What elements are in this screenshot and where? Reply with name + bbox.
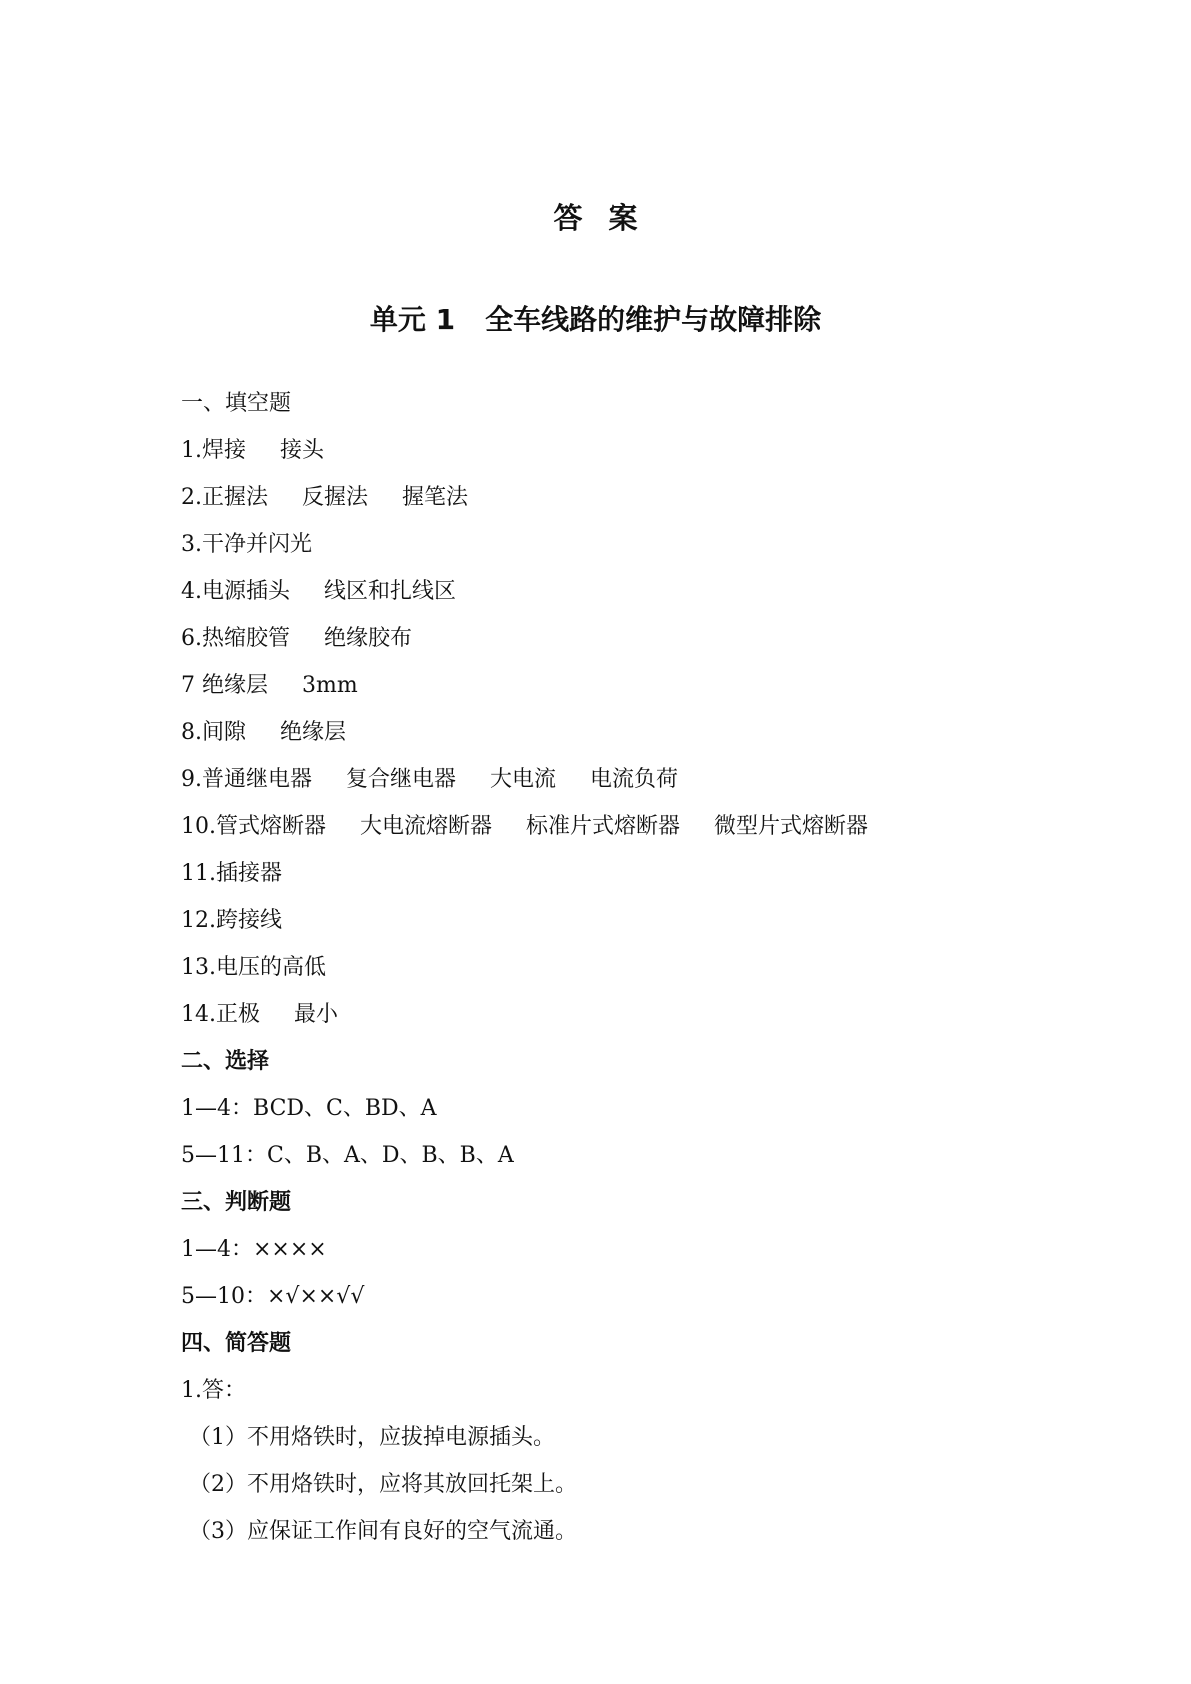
fill-in-answer-14: [181, 991, 1121, 1038]
fill-in-answer-9: [181, 756, 1121, 803]
answer-item: 3.干净并闪光: [181, 532, 312, 557]
answer-item: 复合继电器: [346, 767, 457, 792]
short-answer-point: （1）不用烙铁时，应拔掉电源插头。: [189, 1425, 555, 1450]
answer-item: 线区和扎线区: [324, 579, 457, 604]
answer-item: 8.间隙: [181, 720, 246, 745]
choice-answer-1-4: 1—4：BCD、C、BD、A: [181, 1096, 437, 1121]
answer-item: 握笔法: [402, 485, 469, 510]
answer-item: 4.电源插头: [181, 579, 290, 604]
answer-item: 1.焊接: [181, 438, 246, 463]
answer-item: 微型片式熔断器: [714, 814, 869, 839]
answer-item: 7 绝缘层: [181, 673, 268, 698]
fill-in-answer-4: [181, 568, 1121, 615]
short-answer-point: （3）应保证工作间有良好的空气流通。: [189, 1519, 577, 1544]
answer-item: 最小: [294, 1002, 339, 1027]
fill-in-answer-11: [181, 850, 1121, 897]
answer-item: 12.跨接线: [181, 908, 282, 933]
judge-answer-5-10: 5—10：×√××√√: [181, 1284, 365, 1309]
answer-item: 13.电压的高低: [181, 955, 326, 980]
fill-in-answer-3: [181, 521, 1121, 568]
unit-label: 单元 1: [369, 303, 456, 336]
section-heading-short-answer: 四、简答题: [181, 1331, 292, 1356]
answer-item: 11.插接器: [181, 861, 282, 886]
fill-in-answer-6: [181, 615, 1121, 662]
fill-in-answer-8: [181, 709, 1121, 756]
choice-answer-5-11: 5—11：C、B、A、D、B、B、A: [181, 1143, 514, 1168]
answer-item: 绝缘胶布: [324, 626, 413, 651]
section-heading-judge: 三、判断题: [181, 1190, 292, 1215]
answer-item: 2.正握法: [181, 485, 268, 510]
section-heading-fill-in: 一、填空题: [181, 391, 292, 416]
short-answer-label: 1.答：: [181, 1378, 246, 1403]
answer-item: 大电流熔断器: [360, 814, 493, 839]
page-title: 答案: [553, 201, 664, 235]
answer-item: 10.管式熔断器: [181, 814, 326, 839]
answer-item: 6.热缩胶管: [181, 626, 290, 651]
short-answer-point: （2）不用烙铁时，应将其放回托架上。: [189, 1472, 577, 1497]
answer-item: 14.正极: [181, 1002, 260, 1027]
fill-in-answer-2: [181, 474, 1121, 521]
fill-in-answer-13: [181, 944, 1121, 991]
answer-item: 电流负荷: [590, 767, 679, 792]
answer-item: 反握法: [302, 485, 369, 510]
unit-name: 全车线路的维护与故障排除: [485, 303, 822, 336]
answer-item: 大电流: [490, 767, 557, 792]
judge-answer-1-4: 1—4：××××: [181, 1237, 327, 1262]
fill-in-answer-7: [181, 662, 1121, 709]
answer-item: 标准片式熔断器: [526, 814, 681, 839]
answer-item: 9.普通继电器: [181, 767, 312, 792]
section-heading-choice: 二、选择: [181, 1049, 270, 1074]
answer-body: [181, 380, 1121, 1555]
answer-item: 接头: [280, 438, 325, 463]
fill-in-answer-10: [181, 803, 1121, 850]
fill-in-answer-12: [181, 897, 1121, 944]
fill-in-answer-1: [181, 427, 1121, 474]
unit-title: [0, 298, 1191, 338]
answer-item: 绝缘层: [280, 720, 347, 745]
answer-item: 3mm: [302, 673, 358, 698]
